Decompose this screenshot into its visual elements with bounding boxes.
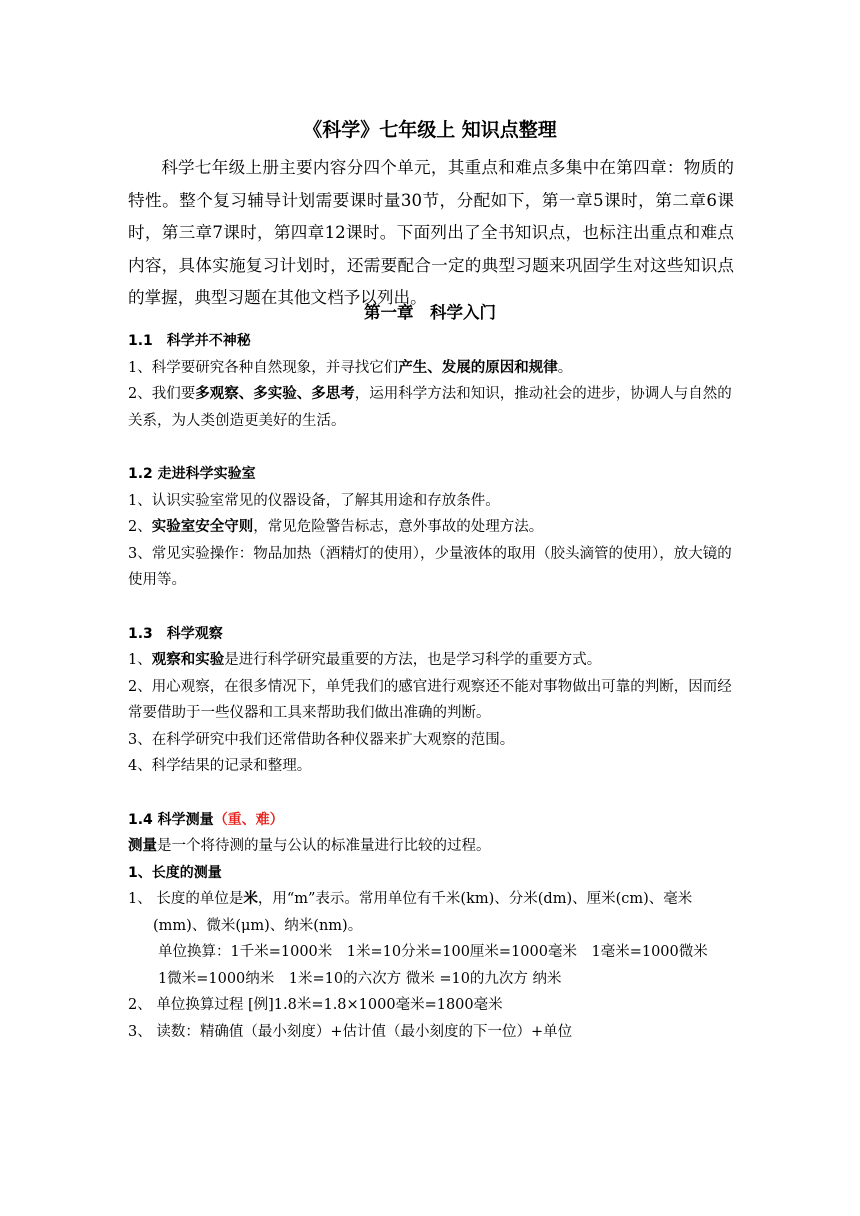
list-item: 3、在科学研究中我们还常借助各种仪器来扩大观察的范围。 [128,731,515,748]
list-item: 1、认识实验室常见的仪器设备，了解其用途和存放条件。 [128,492,500,509]
intro-text: 科学七年级上册主要内容分四个单元，其重点和难点多集中在第四章：物质的特性。整个复习辅导计划需要课时量30节，分配如下，第一章5课时，第二章6课时，第三章7课时，第四章12课时。下面列出了全书知识点，也标注出重点和难点内容，具体实施复习计划时，还需要配合一定的典型习题来巩固学生对这些知识点的掌握，典型习题在其他文档予以列出。 [128,158,734,307]
list-item: 1、观察和实验是进行科学研究最重要的方法，也是学习科学的重要方式。 [128,652,602,668]
unit-conversion-line: 单位换算：1千米=1000米 1米=10分米=100厘米=1000毫米 1毫米=1000微米 [158,944,708,960]
list-item: 2、我们要多观察、多实验、多思考，运用科学方法和知识，推动社会的进步，协调人与自然的关系，为人类创造更美好的生活。 [128,386,732,429]
section-heading-1-3: 1.3 科学观察 [128,625,223,642]
list-item: 3、常见实验操作：物品加热（酒精灯的使用），少量液体的取用（胶头滴管的使用），放大镜的使用等。 [128,545,732,588]
intro-paragraph [128,152,734,315]
section-heading-1-4: 1.4 科学测量（重、难） [128,811,284,828]
list-item: 2、用心观察，在很多情况下，单凭我们的感官进行观察还不能对事物做出可靠的判断，因而经常要借助于一些仪器和工具来帮助我们做出准确的判断。 [128,678,732,721]
section-heading-1-1: 1.1 科学并不神秘 [128,333,251,349]
section-heading-1-2: 1.2 走进科学实验室 [128,466,256,482]
list-item: 1、 长度的单位是米，用“m”表示。常用单位有千米(km)、分米(dm)、厘米(cm)、毫米(mm)、微米(μm)、纳米(nm)。 [128,891,693,934]
document-body [128,328,734,1045]
document-title: 《科学》七年级上 知识点整理 [303,119,557,141]
list-item: 2、 单位换算过程 [例]1.8米=1.8×1000毫米=1800毫米 [128,997,503,1013]
subsection-heading-length: 1、长度的测量 [128,864,222,881]
key-difficult-mark: （重、难） [213,811,284,828]
list-item: 2、实验室安全守则，常见危险警告标志，意外事故的处理方法。 [128,519,544,535]
list-item: 1、科学要研究各种自然现象，并寻找它们产生、发展的原因和规律。 [128,359,573,376]
definition: 测量是一个将待测的量与公认的标准量进行比较的过程。 [128,838,491,854]
unit-conversion-line: 1微米=1000纳米 1米=10的六次方 微米 =10的九次方 纳米 [158,970,562,987]
chapter-title: 第一章 科学入门 [364,303,496,322]
list-item: 3、 读数：精确值（最小刻度）+估计值（最小刻度的下一位）+单位 [128,1023,573,1040]
list-item: 4、科学结果的记录和整理。 [128,758,312,774]
